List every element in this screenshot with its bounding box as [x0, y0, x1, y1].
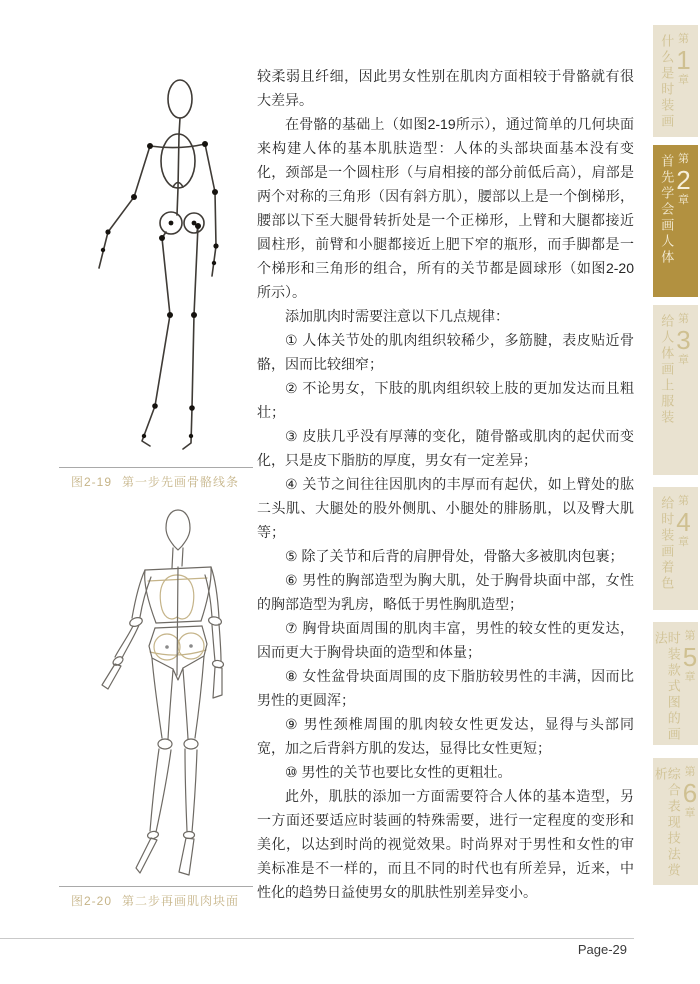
- paragraph: ⑦ 胸骨块面周围的肌肉丰富，男性的较女性的更发达，因而更大于胸骨块面的造型和体量；: [257, 620, 634, 660]
- paragraph: ⑤ 除了关节和后背的肩胛骨处，骨骼大多被肌肉包裹；: [285, 548, 624, 564]
- chapter-number: 6: [682, 778, 698, 808]
- chapter-number: 2: [676, 165, 691, 195]
- paragraph: ② 不论男女，下肢的肌肉组织较上肢的更加发达而且粗壮；: [257, 380, 634, 420]
- chapter-prefix: 第: [684, 766, 696, 778]
- paragraph: 在骨骼的基础上（如图2-19所示），通过简单的几何块面来构建人体的基本肌肤造型：人体的头部块面基本没有变化，颈部是一个圆柱形（与肩相接的部分前低后高），肩部是两个对称的三角形（因有斜方肌），腰部以上是一个倒梯形，腰部以下至大腿骨转折处是一个正梯形，上臂和大腿都接近圆柱形，前臂和小腿都接近上肥下窄的瓶形，而手脚都是一个梯形和三角形的组合，所有的关节都是圆球形（如图2-20所示）。: [257, 116, 634, 300]
- chapter-tab-1[interactable]: [653, 25, 698, 137]
- chapter-suffix: 章: [684, 807, 696, 819]
- chapter-suffix: 章: [678, 536, 689, 548]
- chapter-number: 5: [682, 642, 698, 672]
- chapter-suffix: 章: [678, 354, 689, 366]
- paragraph: ⑩ 男性的关节也要比女性的更粗壮。: [285, 764, 512, 780]
- paragraph: 较柔弱且纤细，因此男女性别在肌肉方面相较于骨骼就有很大差异。: [257, 68, 634, 108]
- figure-caption-text: 第二步再画肌肉块面: [122, 894, 240, 908]
- page-number: Page-29: [577, 942, 627, 957]
- muscle-sketch-image: [55, 505, 255, 883]
- paragraph: ④ 关节之间往往因肌肉的丰厚而有起伏，如上臂处的肱二头肌、大腿处的股外侧肌、小腿处的腓肠肌，以及臀大肌等；: [257, 476, 634, 540]
- chapter-suffix: 章: [678, 74, 689, 86]
- skeleton-sketch-image: [55, 58, 255, 464]
- chapter-tab-marker: [676, 154, 690, 297]
- figure-2-20: [55, 505, 255, 909]
- chapter-tab-marker: [676, 34, 690, 137]
- figure-2-19: [55, 58, 255, 490]
- chapter-prefix: 第: [678, 33, 689, 45]
- figure-caption-label: 图2-19: [70, 475, 112, 489]
- chapter-prefix: 第: [684, 630, 696, 642]
- paragraph: ⑧ 女性盆骨块面周围的皮下脂肪较男性的丰满，因而比男性的更圆浑；: [257, 668, 634, 708]
- paragraph: 此外，肌肤的添加一方面需要符合人体的基本造型，另一方面还要适应时装画的特殊需要，进行一定程度的变形和美化，以达到时尚的视觉效果。时尚界对于男性和女性的审美标准是不一样的，而且不同的时代也有所差异，近来，中性化的趋势日益使男女的肌肤性别差异变小。: [257, 788, 634, 900]
- chapter-tab-title: 首先学会画人体: [659, 154, 675, 266]
- chapter-prefix: 第: [678, 153, 689, 165]
- paragraph: ③ 皮肤几乎没有厚薄的变化，随骨骼或肌肉的起伏而变化，只是皮下脂肪的厚度，男女有一定差异；: [257, 428, 634, 468]
- chapter-number: 3: [676, 325, 691, 355]
- footer-divider: [0, 938, 634, 939]
- paragraph: ⑨ 男性颈椎周围的肌肉较女性更发达，显得与头部同宽，加之后背斜方肌的发达，显得比女性更短；: [257, 716, 634, 756]
- chapter-tab-title: 给人体画上服装: [659, 314, 675, 426]
- paragraph: 添加肌肉时需要注意以下几点规律：: [285, 308, 509, 324]
- chapter-tab-title: 综合表现技法赏析: [652, 767, 681, 879]
- chapter-tab-marker: [676, 314, 690, 475]
- chapter-tab-2[interactable]: [653, 145, 698, 297]
- chapter-suffix: 章: [684, 671, 696, 683]
- chapter-tab-title: 时装款式图的画法: [652, 631, 681, 743]
- chapter-prefix: 第: [678, 313, 689, 325]
- chapter-tab-marker: [683, 767, 697, 885]
- paragraph: ⑥ 男性的胸部造型为胸大肌，处于胸骨块面中部，女性的胸部造型为乳房，略低于男性胸肌造型；: [257, 572, 634, 612]
- caption-divider: [59, 467, 253, 468]
- chapter-suffix: 章: [678, 194, 689, 206]
- chapter-tab-5[interactable]: [653, 622, 698, 745]
- chapter-tab-4[interactable]: [653, 487, 698, 610]
- caption-divider: [59, 886, 253, 887]
- chapter-number: 4: [676, 507, 691, 537]
- figure-caption-label: 图2-20: [70, 894, 112, 908]
- chapter-tab-6[interactable]: [653, 758, 698, 885]
- figure-caption-2-20: [55, 892, 255, 909]
- article-text: [257, 64, 634, 904]
- chapter-tab-title: 给时装画着色: [659, 496, 675, 592]
- chapter-prefix: 第: [678, 495, 689, 507]
- chapter-tab-title: 什么是时装画: [659, 34, 675, 130]
- chapter-tab-marker: [676, 496, 690, 610]
- paragraph: ① 人体关节处的肌肉组织较稀少，多筋腱，表皮贴近骨骼，因而比较细窄；: [257, 332, 634, 372]
- figure-caption-text: 第一步先画骨骼线条: [122, 475, 240, 489]
- chapter-tab-rail: [653, 0, 698, 984]
- figure-caption-2-19: [55, 473, 255, 490]
- chapter-tab-marker: [683, 631, 697, 745]
- chapter-number: 1: [676, 45, 691, 75]
- chapter-tab-3[interactable]: [653, 305, 698, 475]
